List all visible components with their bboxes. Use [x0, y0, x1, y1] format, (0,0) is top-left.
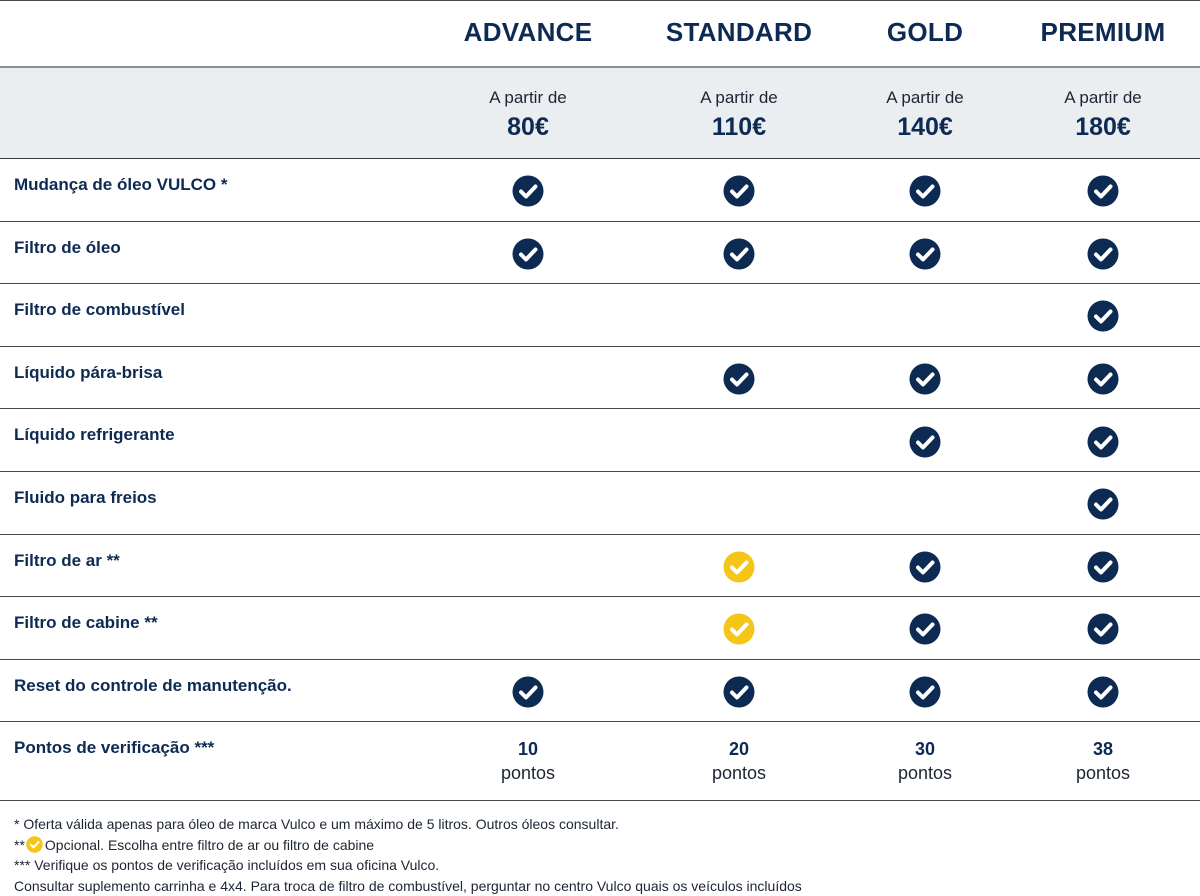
- feature-cell-premium: [1006, 159, 1200, 221]
- feature-label: Líquido refrigerante: [14, 425, 175, 445]
- feature-row: [0, 222, 1200, 285]
- points-advance: [422, 722, 634, 800]
- feature-cell-gold: [844, 472, 1006, 534]
- feature-row: [0, 347, 1200, 410]
- price-label: A partir de: [886, 88, 964, 107]
- feature-cell-standard: [634, 222, 844, 284]
- feature-row: [0, 660, 1200, 723]
- feature-cell-advance: [422, 347, 634, 409]
- feature-cell-gold: [844, 597, 1006, 659]
- feature-cell-gold: [844, 660, 1006, 722]
- feature-cell-advance: [422, 284, 634, 346]
- price-label: A partir de: [489, 88, 567, 107]
- check-circle-icon: [1087, 426, 1119, 458]
- feature-cell-gold: [844, 222, 1006, 284]
- check-circle-icon: [723, 676, 755, 708]
- price-standard: [634, 68, 844, 158]
- check-circle-icon: [723, 363, 755, 395]
- feature-cell-advance: [422, 660, 634, 722]
- check-circle-icon: [1087, 551, 1119, 583]
- check-circle-icon: [512, 238, 544, 270]
- price-value: 110€: [711, 113, 767, 141]
- feature-cell-gold: [844, 347, 1006, 409]
- feature-label: Pontos de verificação ***: [14, 738, 215, 758]
- optional-check-icon: [723, 613, 755, 645]
- check-circle-icon: [1087, 363, 1119, 395]
- feature-cell-premium: [1006, 409, 1200, 471]
- plan-name-standard: STANDARD: [665, 17, 813, 47]
- price-advance: [422, 68, 634, 158]
- feature-cell-premium: [1006, 472, 1200, 534]
- feature-row: [0, 472, 1200, 535]
- feature-cell-advance: [422, 159, 634, 221]
- footnote-2: [14, 835, 1200, 856]
- price-gold: [844, 68, 1006, 158]
- feature-row: [0, 409, 1200, 472]
- feature-row: [0, 284, 1200, 347]
- check-circle-icon: [909, 363, 941, 395]
- feature-label: Líquido pára-brisa: [14, 362, 163, 382]
- price-value: 80€: [507, 113, 549, 141]
- points-standard: [634, 722, 844, 800]
- check-circle-icon: [723, 175, 755, 207]
- points-unit: pontos: [897, 762, 953, 783]
- feature-cell-advance: [422, 472, 634, 534]
- points-unit: pontos: [500, 762, 556, 783]
- check-circle-icon: [909, 551, 941, 583]
- feature-cell-standard: [634, 284, 844, 346]
- feature-cell-standard: [634, 347, 844, 409]
- check-circle-icon: [1087, 175, 1119, 207]
- footnote-2-prefix: **: [14, 836, 25, 853]
- feature-cell-premium: [1006, 535, 1200, 597]
- feature-cell-advance: [422, 597, 634, 659]
- feature-cell-gold: [844, 159, 1006, 221]
- footnote-3: *** Verifique os pontos de verificação incluídos em sua oficina Vulco.: [14, 857, 440, 874]
- feature-label: Filtro de combustível: [14, 300, 185, 320]
- points-number: 38: [1092, 738, 1114, 759]
- checkpoints-row: [0, 722, 1200, 801]
- price-value: 180€: [1075, 113, 1131, 141]
- points-number: 30: [914, 738, 936, 759]
- footnote-1: * Oferta válida apenas para óleo de marca Vulco e um máximo de 5 litros. Outros óleos consultar.: [14, 816, 619, 833]
- feature-cell-standard: [634, 660, 844, 722]
- feature-label: Reset do controle de manutenção.: [14, 675, 292, 695]
- feature-cell-gold: [844, 535, 1006, 597]
- footnotes: [0, 801, 1200, 896]
- feature-rows: [0, 159, 1200, 722]
- check-circle-icon: [1087, 300, 1119, 332]
- feature-cell-standard: [634, 159, 844, 221]
- plan-name-premium: PREMIUM: [1040, 17, 1166, 47]
- optional-check-icon: [723, 551, 755, 583]
- plan-header-row: [0, 0, 1200, 68]
- check-circle-icon: [909, 238, 941, 270]
- feature-label: Mudança de óleo VULCO *: [14, 175, 228, 194]
- feature-cell-advance: [422, 409, 634, 471]
- feature-cell-gold: [844, 409, 1006, 471]
- check-circle-icon: [1087, 238, 1119, 270]
- plan-name-gold: GOLD: [886, 17, 964, 47]
- price-value: 140€: [897, 113, 953, 141]
- feature-label: Fluido para freios: [14, 487, 157, 507]
- price-spacer: [0, 68, 422, 158]
- feature-label: Filtro de cabine **: [14, 613, 158, 633]
- check-circle-icon: [1087, 488, 1119, 520]
- feature-cell-premium: [1006, 284, 1200, 346]
- points-gold: [844, 722, 1006, 800]
- feature-cell-advance: [422, 535, 634, 597]
- price-row: [0, 68, 1200, 159]
- feature-row: [0, 535, 1200, 598]
- points-unit: pontos: [711, 762, 767, 783]
- feature-label: Filtro de óleo: [14, 237, 121, 257]
- footnote-4: Consultar suplemento carrinha e 4x4. Para troca de filtro de combustível, perguntar no centro Vulco quais os veículos incluídos: [14, 877, 802, 894]
- feature-cell-premium: [1006, 222, 1200, 284]
- feature-cell-premium: [1006, 347, 1200, 409]
- check-circle-icon: [909, 676, 941, 708]
- header-spacer: [0, 1, 422, 66]
- price-label: A partir de: [700, 88, 778, 107]
- feature-cell-standard: [634, 535, 844, 597]
- points-premium: [1006, 722, 1200, 800]
- check-circle-icon: [1087, 676, 1119, 708]
- check-circle-icon: [1087, 613, 1119, 645]
- points-unit: pontos: [1075, 762, 1131, 783]
- feature-row: [0, 159, 1200, 222]
- feature-cell-premium: [1006, 597, 1200, 659]
- price-premium: [1006, 68, 1200, 158]
- check-circle-icon: [909, 426, 941, 458]
- check-circle-icon: [909, 613, 941, 645]
- points-number: 10: [517, 738, 539, 759]
- check-circle-icon: [909, 175, 941, 207]
- feature-cell-premium: [1006, 660, 1200, 722]
- check-circle-icon: [512, 175, 544, 207]
- feature-cell-standard: [634, 409, 844, 471]
- plan-name-advance: ADVANCE: [463, 17, 593, 47]
- points-number: 20: [728, 738, 750, 759]
- feature-cell-standard: [634, 472, 844, 534]
- feature-cell-gold: [844, 284, 1006, 346]
- price-label: A partir de: [1064, 88, 1142, 107]
- check-circle-icon: [723, 238, 755, 270]
- footnote-2-text: Opcional. Escolha entre filtro de ar ou filtro de cabine: [44, 836, 375, 853]
- feature-cell-standard: [634, 597, 844, 659]
- optional-check-icon: [26, 836, 43, 853]
- feature-cell-advance: [422, 222, 634, 284]
- feature-label: Filtro de ar **: [14, 550, 120, 570]
- feature-row: [0, 597, 1200, 660]
- check-circle-icon: [512, 676, 544, 708]
